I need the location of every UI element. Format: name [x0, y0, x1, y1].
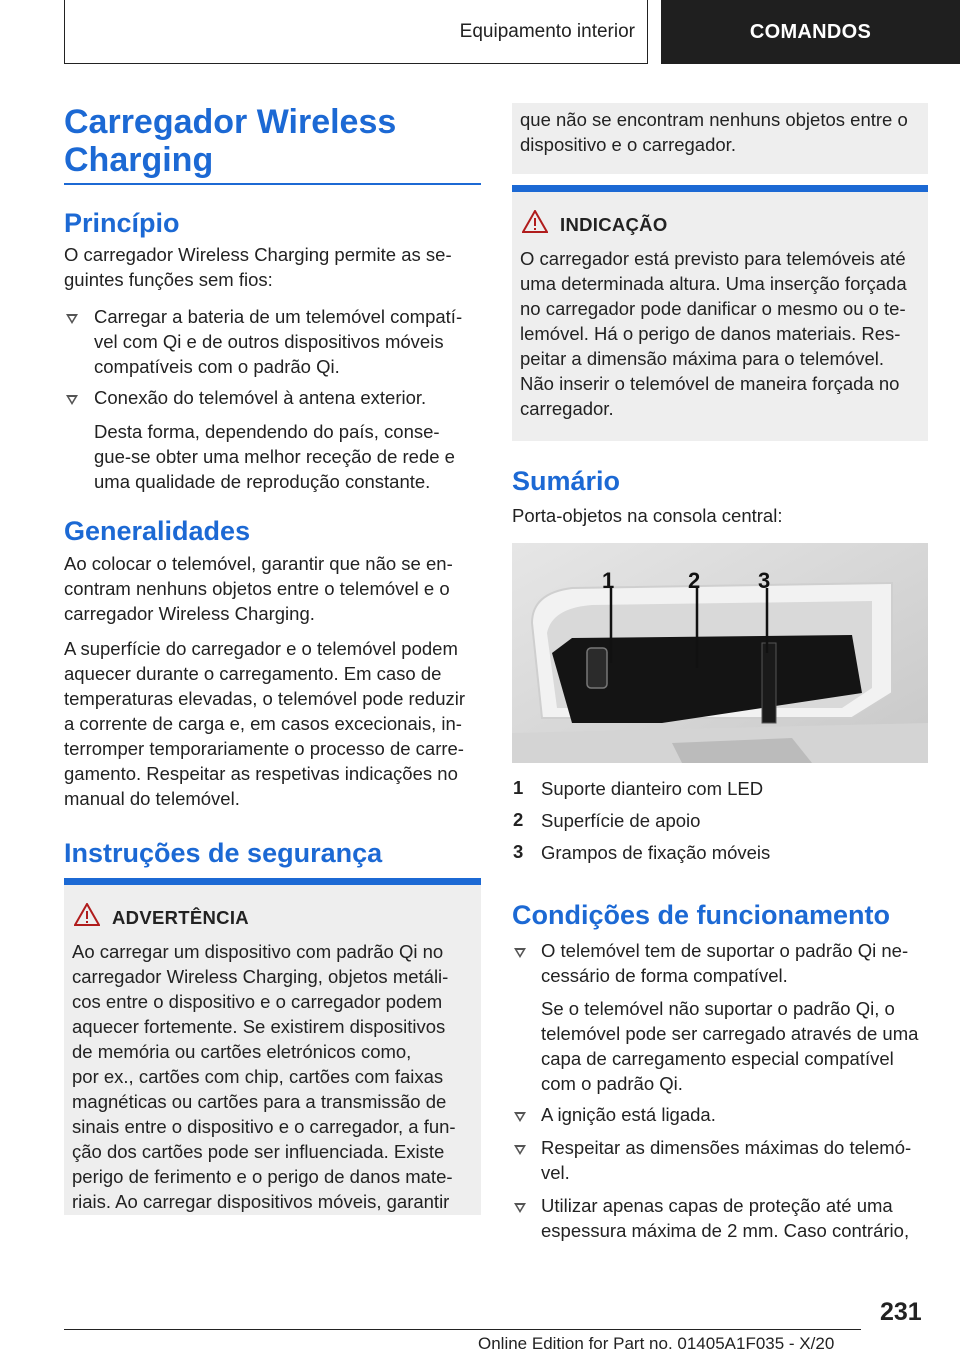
page-number: 231	[880, 1298, 922, 1326]
text-line: gue-se obter uma melhor receção de rede e	[94, 446, 455, 467]
text-line: temperaturas elevadas, o telemóvel pode reduzir	[64, 688, 466, 709]
text-line: espessura máxima de 2 mm. Caso contrário,	[541, 1220, 910, 1241]
text-line: dispositivo e o carregador.	[520, 134, 736, 155]
bullet-triangle-icon	[514, 1203, 526, 1213]
legend-text-2: Superfície de apoio	[541, 810, 701, 831]
caution-triangle-icon	[522, 210, 548, 233]
text-line: uma determinada altura. Uma inserção forçada	[520, 273, 907, 294]
heading-principio: Princípio	[64, 208, 180, 238]
text-line: manual do telemóvel.	[64, 788, 240, 809]
text-line: sinais entre o dispositivo e o carregador, a fun-	[72, 1116, 456, 1137]
text-line: uma qualidade de reprodução constante.	[94, 471, 431, 492]
note-text	[520, 246, 924, 421]
charger-photo	[512, 543, 928, 763]
footer-divider	[64, 1329, 861, 1330]
bullet-triangle-icon	[66, 395, 78, 405]
text-line: O carregador está previsto para telemóveis até	[520, 248, 906, 269]
bullet-triangle-icon	[66, 314, 78, 324]
list-item-detail	[541, 996, 929, 1096]
text-line: lemóvel. Há o perigo de danos materiais. Res-	[520, 323, 901, 344]
legend-text-3: Grampos de fixação móveis	[541, 842, 771, 863]
text-line: capa de carregamento especial compatível	[541, 1048, 894, 1069]
text-line: Conexão do telemóvel à antena exterior.	[94, 387, 427, 408]
text-line: Se o telemóvel não suportar o padrão Qi, o	[541, 998, 895, 1019]
list-item-detail	[94, 419, 482, 494]
warning-triangle-icon	[74, 903, 100, 926]
text-line: de memória ou cartões eletrónicos como,	[72, 1041, 412, 1062]
text-line: que não se encontram nenhuns objetos entre o	[520, 109, 908, 130]
text-line: O telemóvel tem de suportar o padrão Qi ne-	[541, 940, 909, 961]
text-line: cos entre o dispositivo e o carregador podem	[72, 991, 443, 1012]
section-header	[64, 0, 648, 64]
charger-illustration	[512, 543, 928, 763]
text-line: riais. Ao carregar dispositivos móveis, garantir	[72, 1191, 450, 1212]
text-line: a corrente de carga e, em casos excecionais, in-	[64, 713, 462, 734]
text-line: carregador Wireless Charging, objetos metáli-	[72, 966, 449, 987]
bullet-triangle-icon	[514, 1145, 526, 1155]
warning-title: ADVERTÊNCIA	[112, 907, 249, 928]
text-line: vel.	[541, 1162, 570, 1183]
page-title	[64, 103, 481, 185]
text-line: contram nenhuns objetos entre o telemóvel e o	[64, 578, 450, 599]
list-item	[541, 1193, 929, 1243]
text-line: aquecer durante o carregamento. Em caso de	[64, 663, 442, 684]
list-item	[541, 1102, 929, 1127]
legend-num-2: 2	[513, 809, 524, 830]
text-line: A superfície do carregador e o telemóvel podem	[64, 638, 458, 659]
section-label: Equipamento interior	[459, 20, 635, 42]
bullet-triangle-icon	[514, 1112, 526, 1122]
text-line: O carregador Wireless Charging permite as se-	[64, 244, 452, 265]
text-line: Ao colocar o telemóvel, garantir que não se en-	[64, 553, 453, 574]
text-line: perigo de ferimento e o perigo de danos mate-	[72, 1166, 453, 1187]
text-line: Não inserir o telemóvel de maneira forçada no	[520, 373, 900, 394]
text-line: peitar a dimensão máxima para o telemóvel.	[520, 348, 885, 369]
callout-1: 1	[602, 568, 615, 593]
text-line: compatíveis com o padrão Qi.	[94, 356, 340, 377]
text-line: magnéticas ou cartões para a transmissão de	[72, 1091, 447, 1112]
legend-num-1: 1	[513, 777, 524, 798]
note-title: INDICAÇÃO	[560, 214, 668, 235]
heading-sumario: Sumário	[512, 466, 621, 496]
warning-continuation-text	[520, 107, 924, 157]
text-line: com o padrão Qi.	[541, 1073, 683, 1094]
text-line: terromper temporariamente o processo de carre-	[64, 738, 464, 759]
title-line-2: Charging	[64, 141, 214, 179]
heading-seguranca: Instruções de segurança	[64, 838, 383, 868]
warning-text	[72, 939, 476, 1214]
principio-intro	[64, 242, 481, 292]
list-item	[94, 304, 482, 379]
text-line: cessário de forma compatível.	[541, 965, 788, 986]
text-line: no carregador pode danificar o mesmo ou o te-	[520, 298, 906, 319]
text-line: por ex., cartões com chip, cartões com faixas	[72, 1066, 444, 1087]
heading-condicoes: Condições de funcionamento	[512, 900, 891, 930]
heading-generalidades: Generalidades	[64, 516, 251, 546]
legend-text-1: Suporte dianteiro com LED	[541, 778, 764, 799]
legend-num-3: 3	[513, 841, 524, 862]
text-line: gamento. Respeitar as respetivas indicações no	[64, 763, 458, 784]
list-item	[541, 1135, 929, 1185]
chapter-label: COMANDOS	[749, 20, 872, 43]
text-line: guintes funções sem fios:	[64, 269, 273, 290]
footer-edition: Online Edition for Part no. 01405A1F035 - X/20	[478, 1334, 835, 1353]
text-line: Ao carregar um dispositivo com padrão Qi no	[72, 941, 444, 962]
text-line: carregador Wireless Charging.	[64, 603, 315, 624]
callout-3: 3	[758, 568, 771, 593]
callout-2: 2	[688, 568, 701, 593]
title-line-1: Carregador Wireless	[64, 103, 397, 141]
text-line: Desta forma, dependendo do país, conse-	[94, 421, 440, 442]
text-line: telemóvel pode ser carregado através de uma	[541, 1023, 919, 1044]
generalidades-p1	[64, 551, 481, 626]
list-item	[541, 938, 929, 988]
chapter-header	[661, 0, 960, 64]
text-line: Carregar a bateria de um telemóvel compatí-	[94, 306, 463, 327]
text-line: ção dos cartões pode ser influenciada. Existe	[72, 1141, 445, 1162]
generalidades-p2	[64, 636, 481, 811]
text-line: A ignição está ligada.	[541, 1104, 716, 1125]
text-line: aquecer fortemente. Se existirem dispositivos	[72, 1016, 446, 1037]
text-line: Respeitar as dimensões máximas do telemó-	[541, 1137, 912, 1158]
list-item	[94, 385, 482, 410]
text-line: Utilizar apenas capas de proteção até uma	[541, 1195, 893, 1216]
sumario-intro: Porta-objetos na consola central:	[512, 505, 783, 526]
text-line: vel com Qi e de outros dispositivos móveis	[94, 331, 444, 352]
bullet-triangle-icon	[514, 948, 526, 958]
text-line: carregador.	[520, 398, 614, 419]
